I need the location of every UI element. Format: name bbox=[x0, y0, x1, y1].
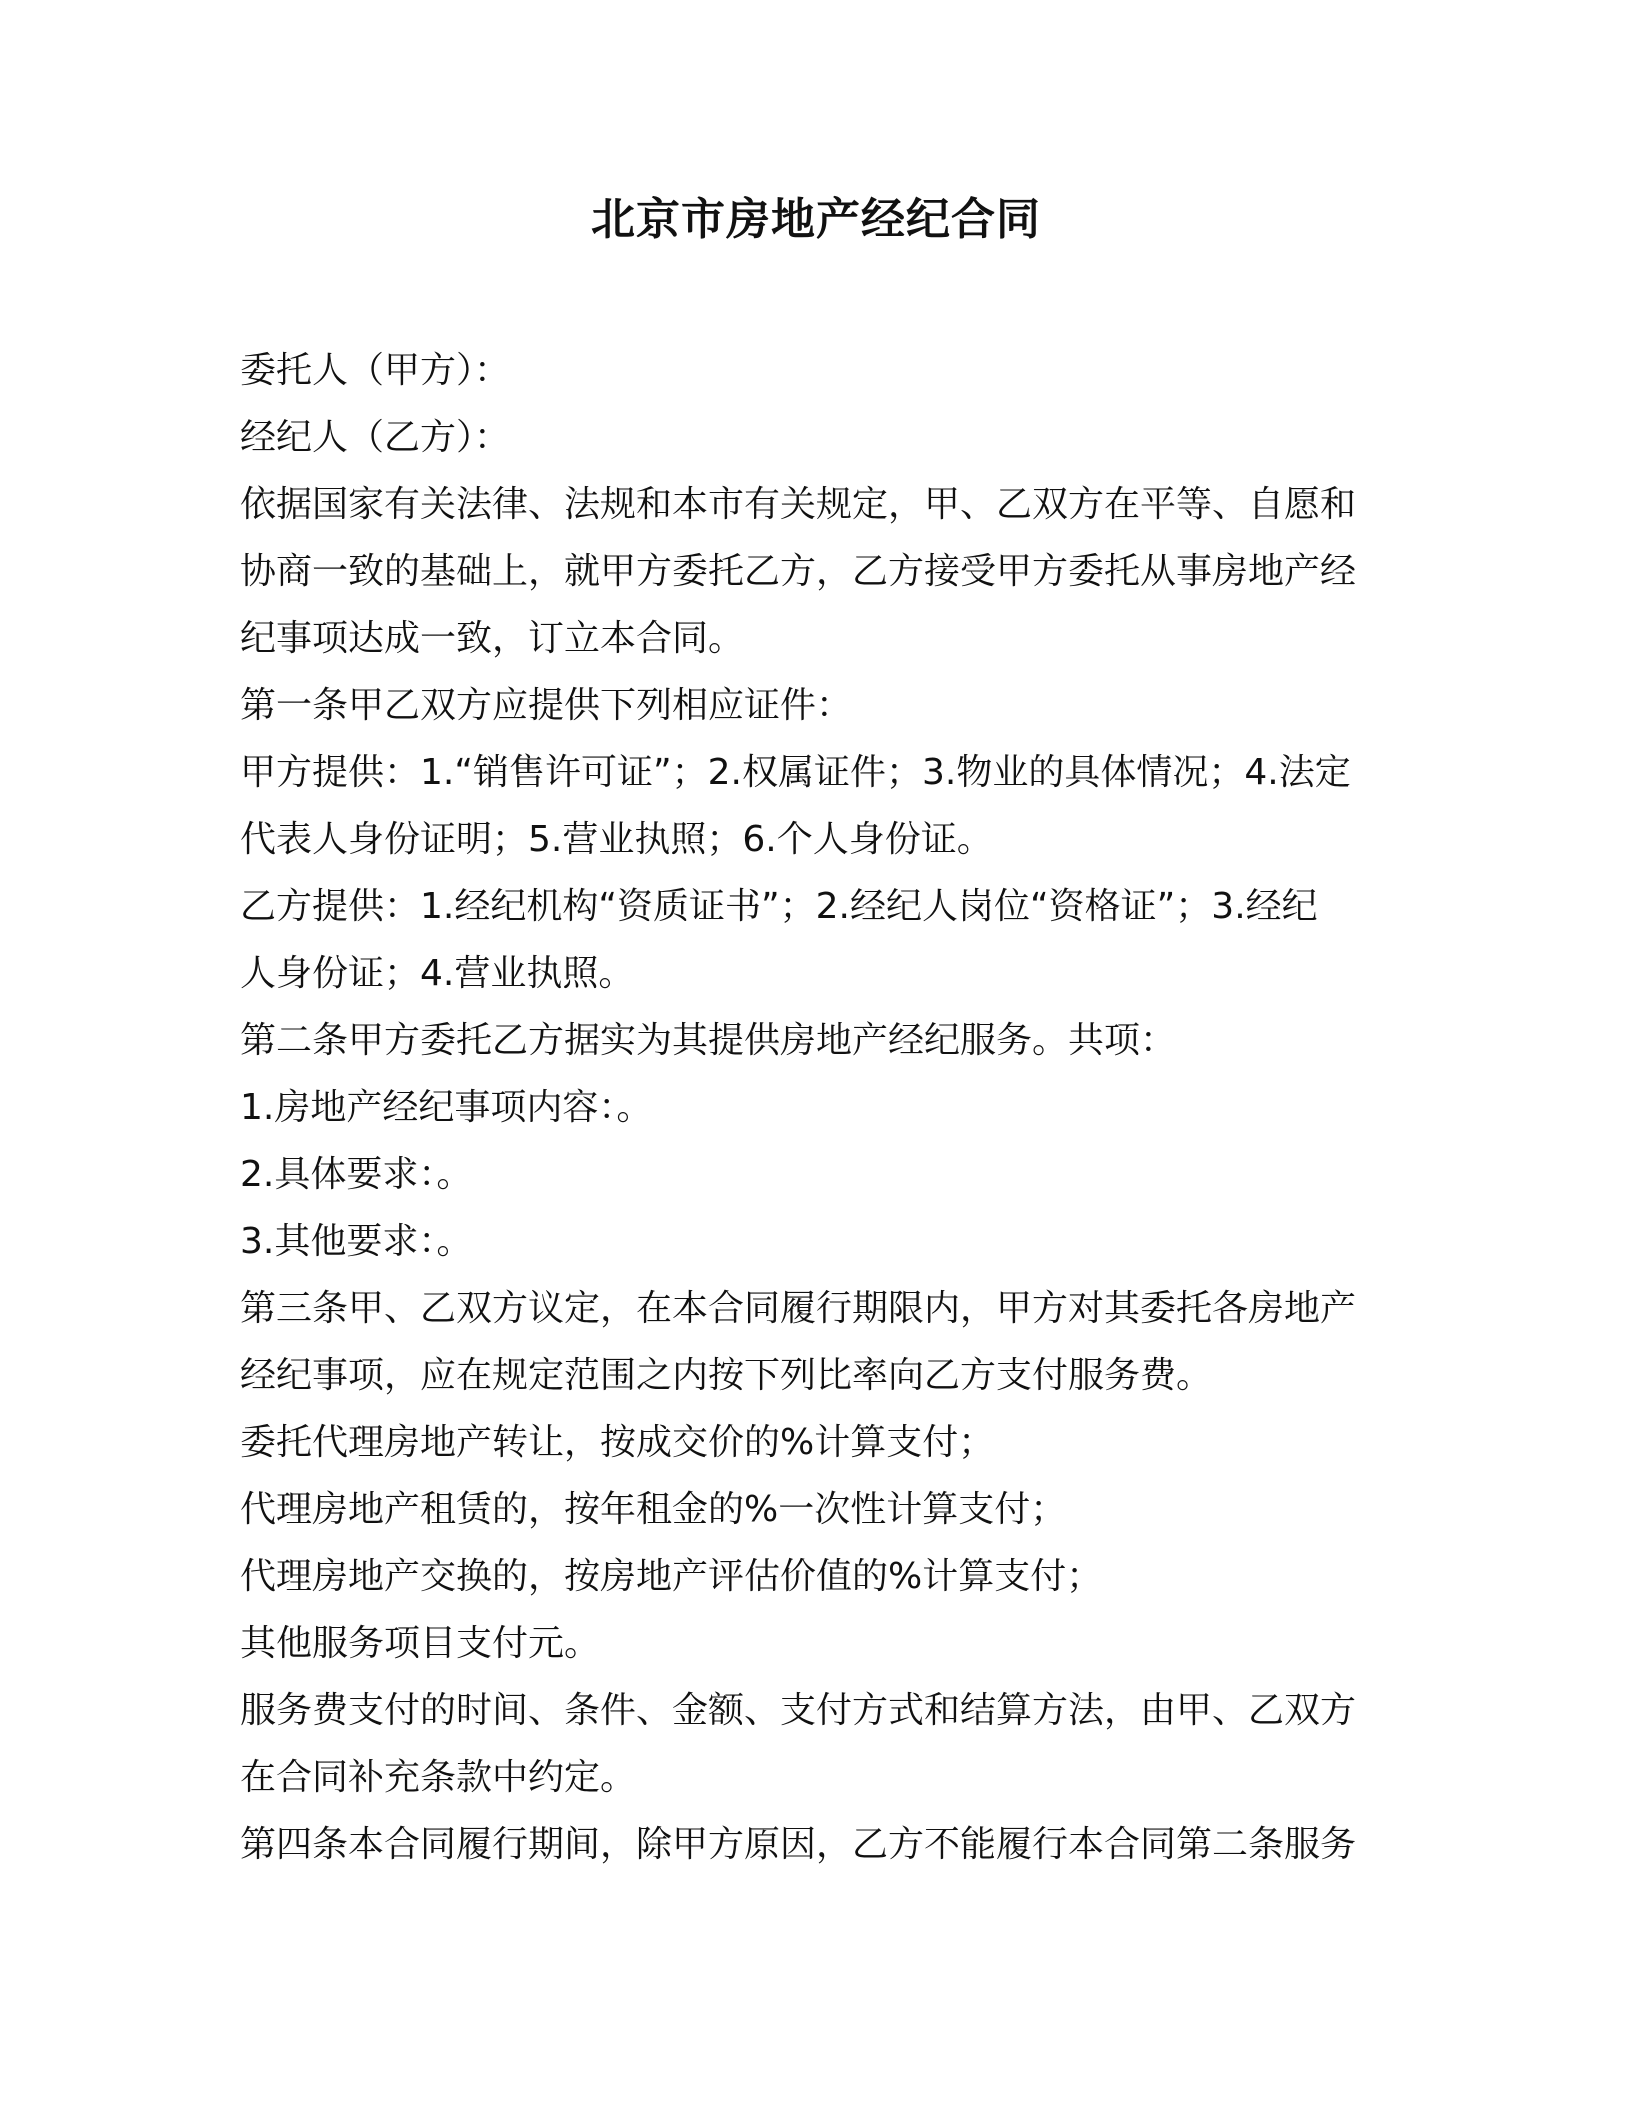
text-line: 代理房地产租赁的，按年租金的%一次性计算支付； bbox=[240, 1489, 1067, 1530]
page-title: 北京市房地产经纪合同 bbox=[591, 194, 1041, 245]
article-2-heading: 第二条甲方委托乙方据实为其提供房地产经纪服务。共项： bbox=[240, 1020, 1177, 1061]
text-line-party-b: 经纪人（乙方）： bbox=[240, 417, 511, 458]
text-line: 在合同补充条款中约定。 bbox=[240, 1757, 637, 1798]
article-3-heading: 第三条甲、乙双方议定，在本合同履行期限内，甲方对其委托各房地产 bbox=[240, 1288, 1357, 1329]
text-line: 其他服务项目支付元。 bbox=[240, 1623, 601, 1664]
text-line: 甲方提供：1.“销售许可证”；2.权属证件；3.物业的具体情况；4.法定 bbox=[240, 752, 1351, 793]
text-line: 委托代理房地产转让，按成交价的%计算支付； bbox=[240, 1422, 995, 1463]
list-item: 2.具体要求：。 bbox=[240, 1154, 473, 1195]
text-line: 人身份证；4.营业执照。 bbox=[240, 953, 635, 994]
text-line: 依据国家有关法律、法规和本市有关规定，甲、乙双方在平等、自愿和 bbox=[240, 484, 1357, 525]
text-line-party-a: 委托人（甲方）： bbox=[240, 350, 511, 391]
text-line: 服务费支付的时间、条件、金额、支付方式和结算方法，由甲、乙双方 bbox=[240, 1690, 1357, 1731]
text-line: 协商一致的基础上，就甲方委托乙方，乙方接受甲方委托从事房地产经 bbox=[240, 551, 1357, 592]
document-body bbox=[240, 337, 1400, 1878]
article-4-heading: 第四条本合同履行期间，除甲方原因，乙方不能履行本合同第二条服务 bbox=[240, 1824, 1357, 1865]
text-line: 乙方提供：1.经纪机构“资质证书”；2.经纪人岗位“资格证”；3.经纪 bbox=[240, 886, 1318, 927]
list-item: 3.其他要求：。 bbox=[240, 1221, 473, 1262]
text-line: 代理房地产交换的，按房地产评估价值的%计算支付； bbox=[240, 1556, 1103, 1597]
text-line: 经纪事项，应在规定范围之内按下列比率向乙方支付服务费。 bbox=[240, 1355, 1213, 1396]
text-line: 纪事项达成一致，订立本合同。 bbox=[240, 618, 745, 659]
text-line: 代表人身份证明；5.营业执照；6.个人身份证。 bbox=[240, 819, 993, 860]
list-item: 1.房地产经纪事项内容：。 bbox=[240, 1087, 653, 1128]
article-1-heading: 第一条甲乙双方应提供下列相应证件： bbox=[240, 685, 853, 726]
